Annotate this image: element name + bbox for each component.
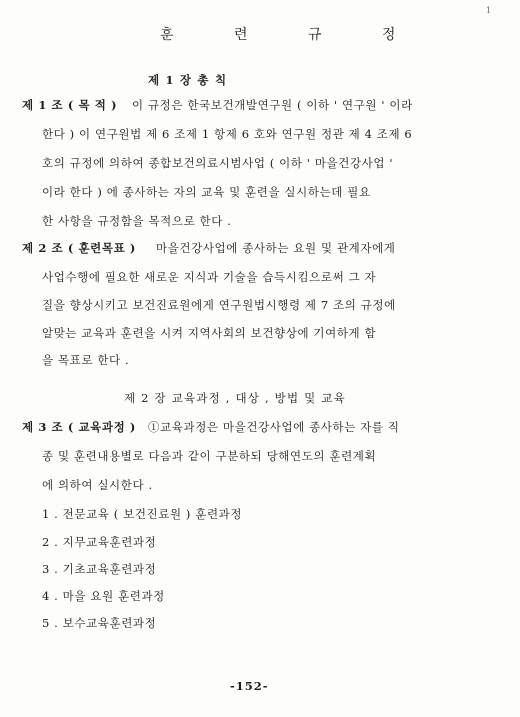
article-2-label: 제 2 조 ( 훈련목표 ) [22, 241, 136, 255]
article-1-label: 제 1 조 ( 목 적 ) [22, 98, 118, 112]
article-3-label: 제 3 조 ( 교육과정 ) [22, 420, 136, 434]
article-2-line-5: 을 목표로 한다 . [42, 353, 130, 367]
article-1-line-5: 한 사항을 규정함을 목적으로 한다 . [42, 214, 232, 228]
article-3-line-1: ①교육과정은 마을건강사업에 종사하는 자를 직 [148, 420, 400, 434]
chapter-2-heading: 제 2 장 교육과정 , 대상 , 방법 및 교육 [124, 391, 346, 405]
article-3-line-2: 종 및 훈련내용별로 다음과 같이 구분하되 당해연도의 훈련계획 [42, 449, 377, 463]
course-item: 3 . 기초교육훈련과정 [42, 562, 157, 576]
course-item: 1 . 전문교육 ( 보건진료원 ) 훈련과정 [42, 507, 243, 521]
article-2-line-1: 마을건강사업에 종사하는 요원 및 관계자에게 [156, 241, 396, 255]
article-1-line-3: 호의 규정에 의하여 종합보건의료시범사업 ( 이하 ' 마을건강사업 ' [42, 156, 394, 170]
course-item: 4 . 마을 요원 훈련과정 [42, 589, 165, 603]
article-3-line-3: 에 의하여 실시한다 . [42, 478, 153, 492]
article-2-line-3: 질을 향상시키고 보건진료원에게 연구원법시행령 제 7 조의 규정에 [42, 298, 396, 312]
article-1-line-4: 이라 한다 ) 에 종사하는 자의 교육 및 훈련을 실시하는데 필요 [42, 185, 371, 199]
course-item: 2 . 지무교육훈련과정 [42, 535, 157, 549]
article-2-line-4: 알맞는 교육과 훈련을 시켜 지역사회의 보건향상에 기여하게 함 [42, 326, 377, 340]
corner-mark: 1 [486, 6, 492, 15]
document-title: 훈 련 규 정 [160, 27, 424, 43]
article-1-line-2: 한다 ) 이 연구원법 제 6 조제 1 항제 6 호와 연구원 정관 제 4 조제 6 [42, 127, 413, 141]
article-2-line-2: 사업수행에 필요한 새로운 지식과 기술을 습득시킴으로써 그 자 [42, 270, 377, 284]
chapter-1-heading: 제 1 장 총 칙 [148, 73, 228, 87]
article-1-line-1: 이 규정은 한국보건개발연구원 ( 이하 ' 연구원 ' 이라 [132, 98, 413, 112]
page-number: -152- [230, 679, 269, 693]
course-item: 5 . 보수교육훈련과정 [42, 616, 157, 630]
